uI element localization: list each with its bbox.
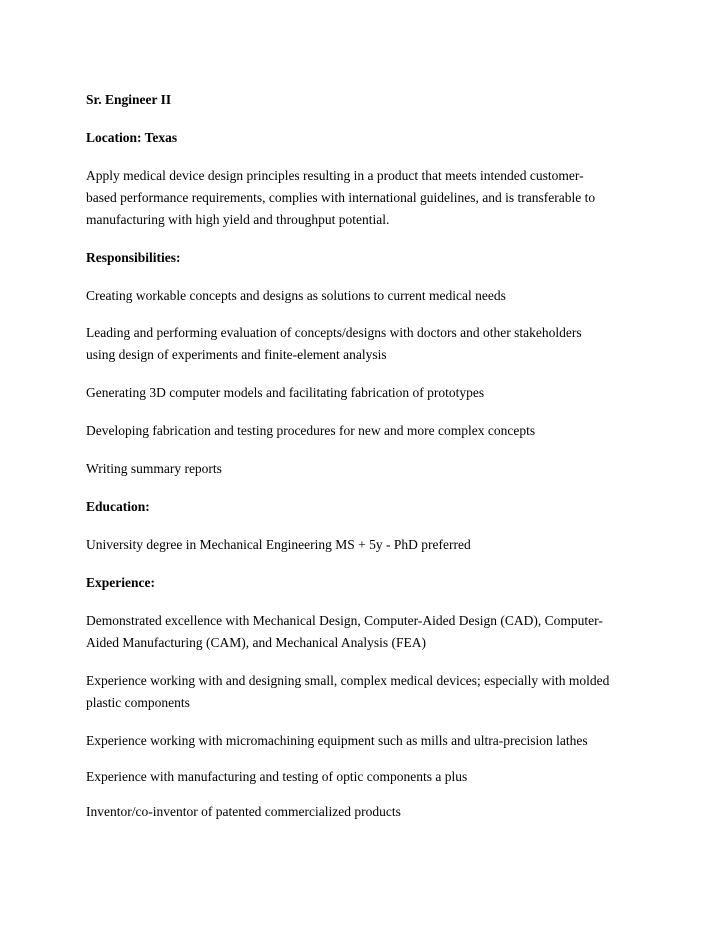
summary-line: manufacturing with high yield and throughput potential. [86, 212, 390, 227]
education-heading: Education: [86, 499, 150, 514]
experience-item-continuation: plastic components [86, 695, 190, 710]
education-text: University degree in Mechanical Engineering MS + 5y - PhD preferred [86, 537, 471, 552]
experience-item-continuation: Aided Manufacturing (CAM), and Mechanical Analysis (FEA) [86, 635, 427, 650]
job-location: Location: Texas [86, 130, 178, 145]
job-title: Sr. Engineer II [86, 92, 172, 107]
responsibility-item: Leading and performing evaluation of concepts/designs with doctors and other stakeholders [86, 325, 582, 340]
responsibility-item: Generating 3D computer models and facilitating fabrication of prototypes [86, 385, 485, 400]
experience-heading: Experience: [86, 575, 155, 590]
responsibility-item: Creating workable concepts and designs as solutions to current medical needs [86, 288, 506, 303]
experience-item: Demonstrated excellence with Mechanical Design, Computer-Aided Design (CAD), Computer- [86, 613, 603, 628]
summary-line: based performance requirements, complies with international guidelines, and is transferable to [86, 190, 596, 205]
responsibility-item: Writing summary reports [86, 461, 222, 476]
summary-line: Apply medical device design principles resulting in a product that meets intended customer- [86, 168, 584, 183]
responsibility-item: Developing fabrication and testing procedures for new and more complex concepts [86, 423, 536, 438]
experience-item: Experience working with micromachining equipment such as mills and ultra-precision lathes [86, 733, 588, 748]
experience-item: Experience with manufacturing and testing of optic components a plus [86, 769, 468, 784]
experience-item: Experience working with and designing small, complex medical devices; especially with molded [86, 673, 610, 688]
responsibility-item-continuation: using design of experiments and finite-element analysis [86, 347, 387, 362]
experience-item: Inventor/co-inventor of patented commercialized products [86, 804, 401, 819]
responsibilities-heading: Responsibilities: [86, 250, 181, 265]
